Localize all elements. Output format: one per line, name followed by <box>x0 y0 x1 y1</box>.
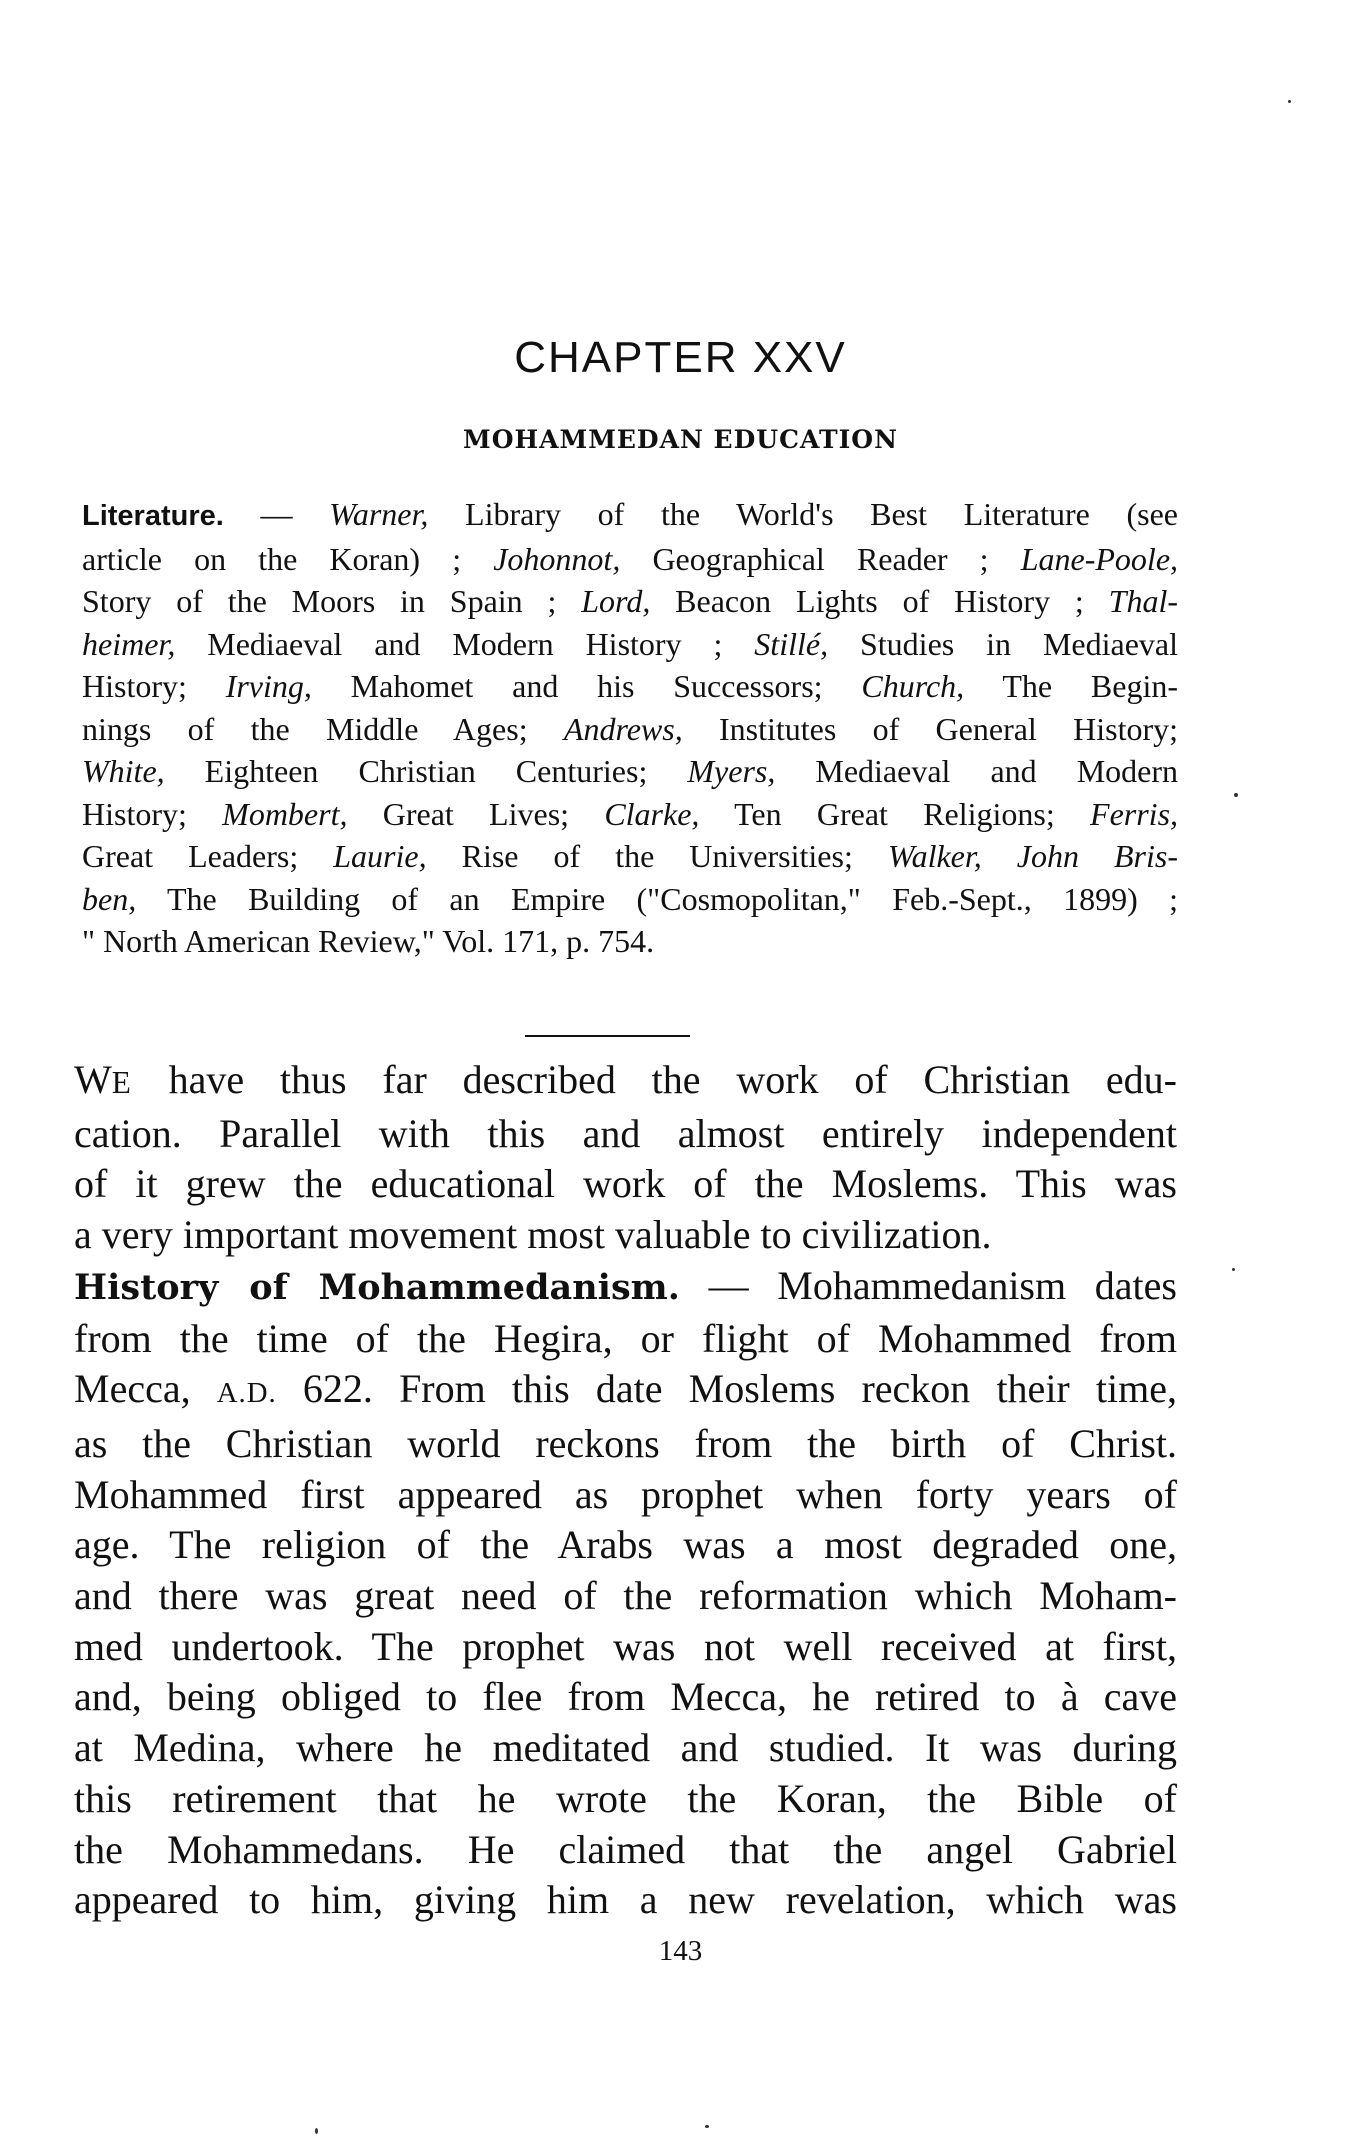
body-line: age. The religion of the Arabs was a most degraded one, <box>74 1522 1177 1568</box>
chapter-title: CHAPTER XXV <box>514 333 847 382</box>
body-line: cation. Parallel with this and almost entirely independent <box>74 1110 1177 1156</box>
scan-speck <box>1234 793 1238 797</box>
body-line: History of Mohammedanism. — Mohammedanism dates <box>74 1262 1177 1308</box>
scan-speck <box>315 2128 318 2134</box>
scan-speck <box>705 2125 709 2128</box>
section-divider <box>525 1035 690 1037</box>
scan-speck <box>1232 1268 1235 1271</box>
chapter-subtitle: MOHAMMEDAN EDUCATION <box>463 425 898 454</box>
literature-line: Literature. — Warner, Library of the World's Best Literature (see <box>82 496 1179 532</box>
body-line: WE have thus far described the work of Christian edu- <box>74 1057 1177 1102</box>
body-line: Mohammed first appeared as prophet when forty years of <box>74 1471 1177 1517</box>
body-line: med undertook. The prophet was not well received at first, <box>74 1623 1177 1669</box>
body-line: at Medina, where he meditated and studied. It was during <box>74 1725 1177 1771</box>
body-line: Mecca, A.D. 622. From this date Moslems reckon their time, <box>74 1366 1177 1412</box>
body-line: as the Christian world reckons from the birth of Christ. <box>74 1420 1177 1466</box>
page-number: 143 <box>658 1935 703 1967</box>
body-line: and there was great need of the reformation which Moham- <box>74 1573 1177 1619</box>
literature-line: History; Mombert, Great Lives; Clarke, Ten Great Religions; Ferris, <box>82 795 1179 832</box>
body-line: this retirement that he wrote the Koran, the Bible of <box>74 1775 1177 1821</box>
body-line: from the time of the Hegira, or flight of Mohammed from <box>74 1315 1177 1361</box>
literature-line: ben, The Building of an Empire ("Cosmopolitan," Feb.-Sept., 1899) ; <box>82 880 1178 917</box>
literature-line: article on the Koran) ; Johonnot, Geographical Reader ; Lane-Poole, <box>82 540 1179 577</box>
literature-label: Literature. <box>82 500 224 532</box>
body-text <box>74 1055 1177 1926</box>
literature-line: " North American Review," Vol. 171, p. 754. <box>82 923 655 959</box>
body-line: of it grew the educational work of the Moslems. This was <box>74 1161 1177 1207</box>
literature-paragraph <box>82 493 1178 963</box>
literature-line: Story of the Moors in Spain ; Lord, Beacon Lights of History ; Thal- <box>82 583 1179 619</box>
literature-line: heimer, Mediaeval and Modern History ; Stillé, Studies in Mediaeval <box>82 625 1178 662</box>
body-line: appeared to him, giving him a new revelation, which was <box>74 1877 1177 1923</box>
scan-speck <box>1288 100 1291 103</box>
literature-line: History; Irving, Mahomet and his Successors; Church, The Begin- <box>82 668 1179 704</box>
section-heading: History of Mohammedanism. <box>74 1266 680 1308</box>
literature-line: White, Eighteen Christian Centuries; Myers, Mediaeval and Modern <box>82 753 1179 789</box>
body-line: a very important movement most valuable to civilization. <box>74 1212 992 1258</box>
literature-line: nings of the Middle Ages; Andrews, Institutes of General History; <box>82 710 1179 747</box>
body-line: the Mohammedans. He claimed that the angel Gabriel <box>74 1826 1177 1872</box>
body-line: and, being obliged to flee from Mecca, he retired to à cave <box>74 1674 1177 1720</box>
literature-line: Great Leaders; Laurie, Rise of the Universities; Walker, John Bris- <box>82 838 1178 874</box>
